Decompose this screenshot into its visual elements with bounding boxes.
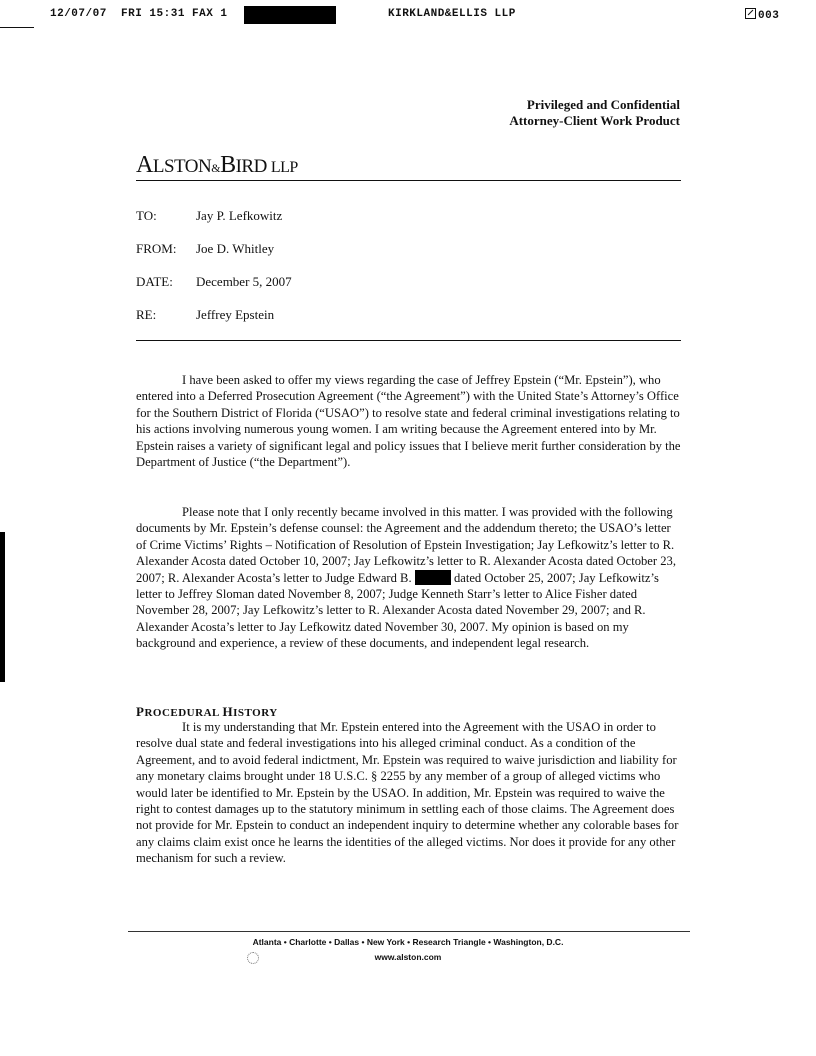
fax-header bbox=[0, 8, 816, 26]
memo-date-label: DATE: bbox=[136, 274, 173, 289]
memo-to bbox=[136, 208, 282, 224]
memo-from-label: FROM: bbox=[136, 241, 177, 256]
fax-day-time: FRI 15:31 FAX 1 bbox=[121, 8, 228, 20]
section-heading-procedural-history bbox=[136, 704, 278, 720]
footer-website: www.alston.com bbox=[374, 952, 442, 962]
name-redaction bbox=[415, 570, 451, 585]
fax-header-rule bbox=[0, 27, 34, 28]
paragraph-1-text: I have been asked to offer my views regarding the case of Jeffrey Epstein (“Mr. Epstein”), who entered into a Deferred Prosecution Agreement (“the Agreement”) with the United State’s Attorney’s Office for the Southern District of Florida (“USAO”) to resolve state and federal criminal investigations relating to his actions involving numerous young women. I am writing because the Agreement entered into by Mr. Epstein raises a variety of significant legal and policy issues that I believe merit further consideration by the Department of Justice (“the Department”). bbox=[136, 373, 681, 470]
paragraph-2-part-b: dated October 25, 2007; Jay Lefkowitz’s letter to Jeffrey Sloman dated November 8, 2007; Judge Kenneth Starr’s letter to Alice Fisher dated November 28, 2007; Jay Lefkowitz’s letter to R. Alexander Acosta dated November 29, 2007; and R. Alexander Acosta’s letter to Jay Lefkowitz dated November 30, 2007. My opinion is based on my background and experience, a review of these documents, and independent legal research. bbox=[136, 570, 659, 651]
memo-date-value: December 5, 2007 bbox=[196, 274, 292, 289]
confidentiality-line-2: Attorney-Client Work Product bbox=[509, 113, 680, 128]
memo-date bbox=[136, 274, 292, 290]
heading-istory: ISTORY bbox=[233, 707, 278, 719]
memo-divider bbox=[136, 340, 681, 341]
confidentiality-line-1: Privileged and Confidential bbox=[526, 97, 680, 112]
confidentiality-notice bbox=[509, 97, 680, 129]
fax-number-redaction bbox=[244, 6, 336, 24]
memo-re-label: RE: bbox=[136, 307, 157, 322]
paragraph-1 bbox=[136, 372, 684, 470]
logo-lston: LSTON bbox=[152, 156, 212, 177]
fax-page-icon bbox=[745, 8, 756, 19]
heading-rocedural: ROCEDURAL bbox=[144, 707, 223, 719]
memo-to-label: TO: bbox=[136, 208, 157, 223]
heading-p: P bbox=[136, 704, 145, 719]
memo-from bbox=[136, 241, 274, 257]
scan-margin-mark bbox=[0, 532, 5, 682]
paragraph-3-text: It is my understanding that Mr. Epstein entered into the Agreement with the USAO in order to resolve dual state and federal investigations into his alleged criminal conduct. As a condition of the Agreement, and to avoid federal indictment, Mr. Epstein was required to waive jurisdiction and liability for any monetary claims brought under 18 U.S.C. § 2255 by any member of a group of alleged victims who would later be identified to Mr. Epstein by the USAO. In addition, Mr. Epstein was required to waive the right to contest damages up to the statutory minimum in settling each of those claims. The Agreement does not provide for Mr. Epstein to conduct an independent inquiry to determine whether any colorable bases for any claims claim exist once he learns the identities of the alleged victims. Nor does it provide for any other mechanism for such a review. bbox=[136, 720, 679, 866]
logo-amp: & bbox=[211, 161, 221, 175]
logo-a: A bbox=[136, 152, 153, 178]
heading-h: H bbox=[222, 704, 234, 719]
memo-from-value: Joe D. Whitley bbox=[196, 241, 275, 256]
memo-re-value: Jeffrey Epstein bbox=[196, 307, 275, 322]
fax-page-number bbox=[745, 8, 779, 22]
paragraph-3 bbox=[136, 719, 684, 867]
fax-firm-name: KIRKLAND&ELLIS LLP bbox=[388, 8, 516, 20]
fax-date-time bbox=[50, 8, 228, 20]
footer-offices: Atlanta • Charlotte • Dallas • New York • Research Triangle • Washington, D.C. bbox=[252, 937, 564, 947]
firm-logo bbox=[136, 152, 298, 179]
footer-divider bbox=[128, 931, 690, 932]
fax-date: 12/07/07 bbox=[50, 8, 107, 20]
paragraph-2-text bbox=[136, 504, 684, 652]
paragraph-2-part-a: Please note that I only recently became involved in this matter. I was provided with the following documents by Mr. Epstein’s defense counsel: the Agreement and the addendum thereto; the USAO’s letter of Crime Victims’ Rights – Notification of Resolution of Epstein Investigation; Jay Lefkowitz’s letter to R. Alexander Acosta dated October 10, 2007; Jay Lefkowitz’s letter to R. Alexander Acosta dated October 23, 2007; R. Alexander Acosta’s letter to Judge Edward B. bbox=[136, 505, 676, 585]
fax-page-value: 003 bbox=[758, 10, 780, 22]
logo-llp: LLP bbox=[270, 159, 298, 176]
memo-to-value: Jay P. Lefkowitz bbox=[196, 208, 283, 223]
header-divider bbox=[136, 180, 681, 181]
paragraph-2 bbox=[136, 504, 684, 652]
memo-re bbox=[136, 307, 274, 323]
logo-b: B bbox=[220, 152, 236, 178]
logo-ird: IRD bbox=[235, 156, 267, 177]
